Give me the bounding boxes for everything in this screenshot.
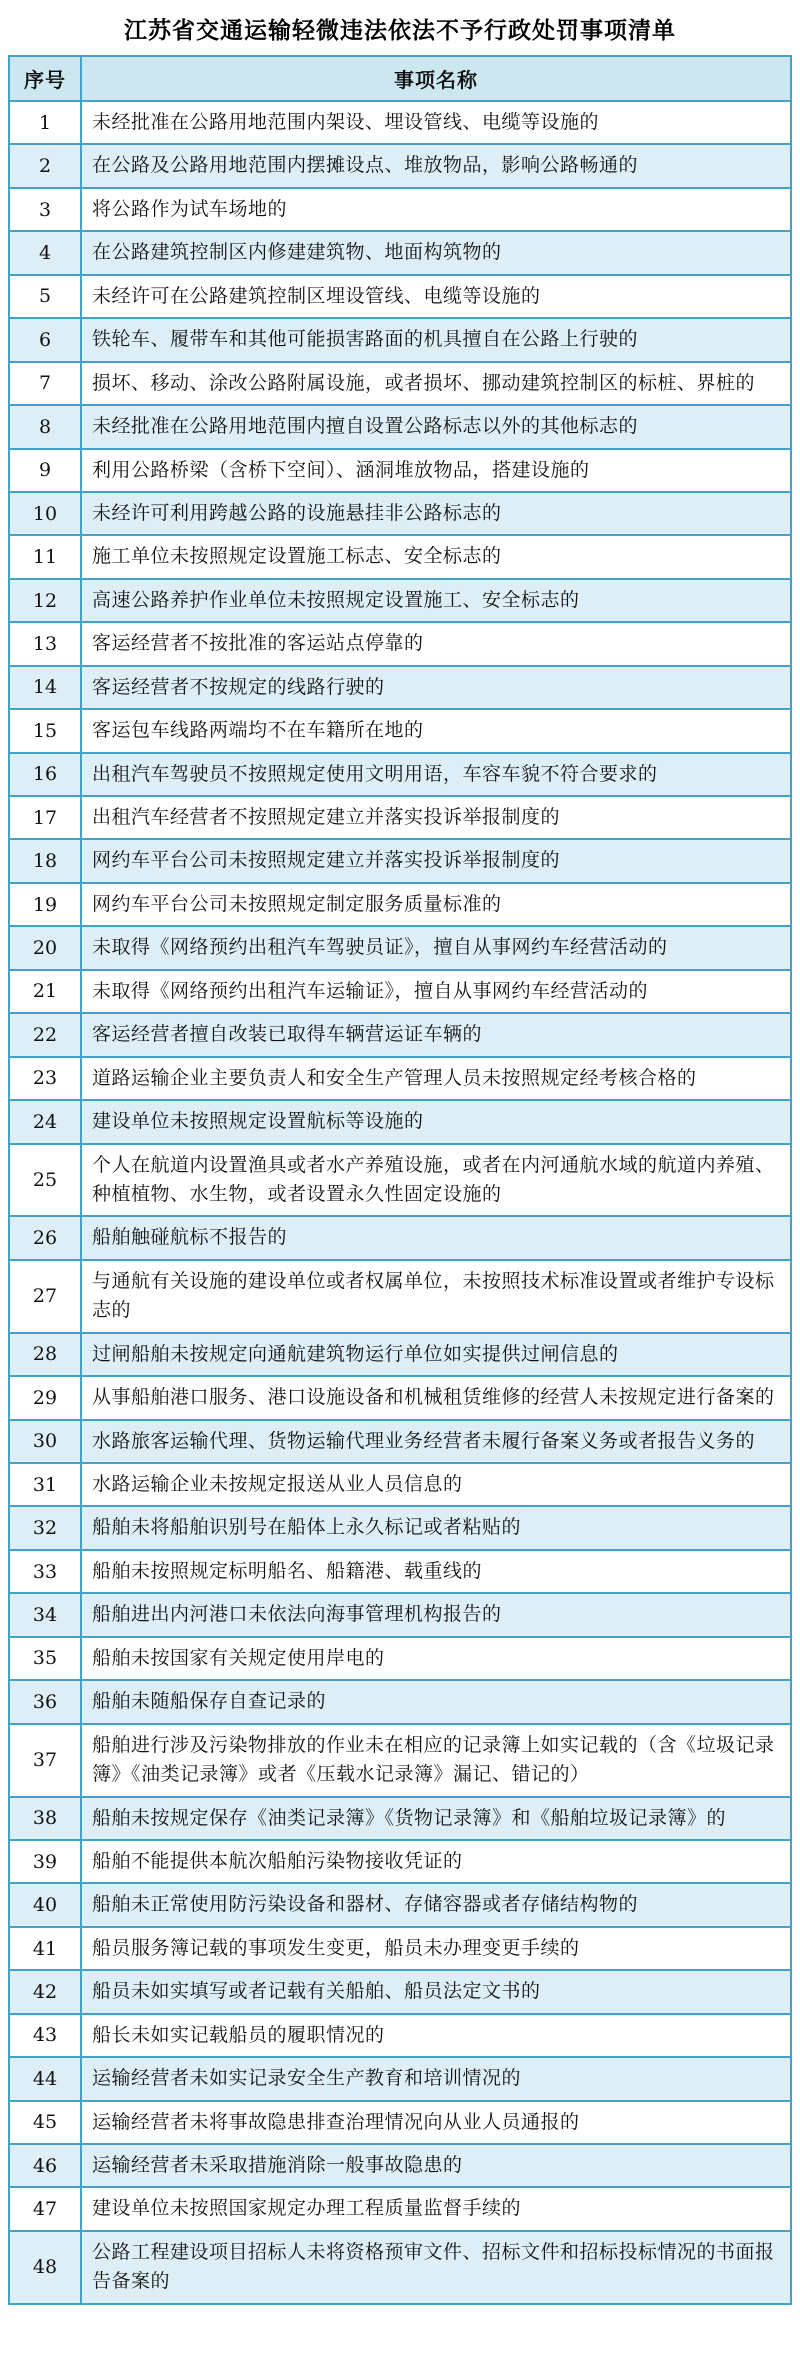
row-item-name: 船舶不能提供本航次船舶污染物接收凭证的 [81, 1840, 791, 1883]
page-title: 江苏省交通运输轻微违法依法不予行政处罚事项清单 [124, 17, 676, 44]
row-number: 20 [9, 926, 81, 969]
row-number: 27 [9, 1260, 81, 1333]
row-item-name: 船长未如实记载船员的履职情况的 [81, 2014, 791, 2057]
table-body [9, 101, 791, 2304]
row-number: 14 [9, 666, 81, 709]
row-item-name: 水路旅客运输代理、货物运输代理业务经营者未履行备案义务或者报告义务的 [81, 1420, 791, 1463]
row-number: 6 [9, 318, 81, 361]
table-row [9, 622, 791, 665]
column-header-serial-number: 序号 [9, 56, 81, 101]
table-header-row [9, 56, 791, 101]
table-row [9, 2101, 791, 2144]
table-row [9, 1680, 791, 1723]
row-item-name: 运输经营者未将事故隐患排查治理情况向从业人员通报的 [81, 2101, 791, 2144]
table-row [9, 535, 791, 578]
row-item-name: 公路工程建设项目招标人未将资格预审文件、招标文件和招标投标情况的书面报告备案的 [81, 2231, 791, 2304]
row-number: 5 [9, 275, 81, 318]
row-item-name: 出租汽车经营者不按照规定建立并落实投诉举报制度的 [81, 796, 791, 839]
row-number: 30 [9, 1420, 81, 1463]
items-table [8, 55, 792, 2305]
table-row [9, 188, 791, 231]
row-item-name: 船员服务簿记载的事项发生变更，船员未办理变更手续的 [81, 1927, 791, 1970]
row-number: 40 [9, 1883, 81, 1926]
table-row [9, 101, 791, 144]
row-item-name: 船舶未按照规定标明船名、船籍港、载重线的 [81, 1550, 791, 1593]
table-row [9, 1420, 791, 1463]
row-item-name: 船舶触碰航标不报告的 [81, 1216, 791, 1259]
row-item-name: 过闸船舶未按规定向通航建筑物运行单位如实提供过闸信息的 [81, 1333, 791, 1376]
table-row [9, 1216, 791, 1259]
row-number: 39 [9, 1840, 81, 1883]
row-number: 45 [9, 2101, 81, 2144]
table-row [9, 1883, 791, 1926]
table-row [9, 2231, 791, 2304]
row-number: 36 [9, 1680, 81, 1723]
row-item-name: 船舶未正常使用防污染设备和器材、存储容器或者存储结构物的 [81, 1883, 791, 1926]
row-number: 10 [9, 492, 81, 535]
row-item-name: 出租汽车驾驶员不按照规定使用文明用语，车容车貌不符合要求的 [81, 753, 791, 796]
row-number: 42 [9, 1970, 81, 2013]
row-number: 47 [9, 2187, 81, 2230]
table-row [9, 1593, 791, 1636]
table-row [9, 1927, 791, 1970]
table-row [9, 753, 791, 796]
table-row [9, 1260, 791, 1333]
table-row [9, 275, 791, 318]
row-number: 11 [9, 535, 81, 578]
table-row [9, 1013, 791, 1056]
row-number: 38 [9, 1797, 81, 1840]
row-number: 28 [9, 1333, 81, 1376]
table-row [9, 318, 791, 361]
table-row [9, 970, 791, 1013]
row-item-name: 网约车平台公司未按照规定建立并落实投诉举报制度的 [81, 839, 791, 882]
row-item-name: 船员未如实填写或者记载有关船舶、船员法定文书的 [81, 1970, 791, 2013]
row-item-name: 运输经营者未如实记录安全生产教育和培训情况的 [81, 2057, 791, 2100]
row-item-name: 道路运输企业主要负责人和安全生产管理人员未按照规定经考核合格的 [81, 1057, 791, 1100]
row-item-name: 网约车平台公司未按照规定制定服务质量标准的 [81, 883, 791, 926]
table-row [9, 796, 791, 839]
row-item-name: 客运经营者不按规定的线路行驶的 [81, 666, 791, 709]
row-number: 15 [9, 709, 81, 752]
row-number: 2 [9, 144, 81, 187]
row-number: 32 [9, 1506, 81, 1549]
row-item-name: 在公路及公路用地范围内摆摊设点、堆放物品，影响公路畅通的 [81, 144, 791, 187]
table-row [9, 709, 791, 752]
table-row [9, 2014, 791, 2057]
row-item-name: 建设单位未按照规定设置航标等设施的 [81, 1100, 791, 1143]
row-number: 34 [9, 1593, 81, 1636]
table-row [9, 1057, 791, 1100]
table-row [9, 1463, 791, 1506]
row-number: 25 [9, 1144, 81, 1217]
table-row [9, 2144, 791, 2187]
row-item-name: 运输经营者未采取措施消除一般事故隐患的 [81, 2144, 791, 2187]
table-row [9, 839, 791, 882]
row-item-name: 建设单位未按照国家规定办理工程质量监督手续的 [81, 2187, 791, 2230]
row-number: 17 [9, 796, 81, 839]
column-header-item-name: 事项名称 [81, 56, 791, 101]
table-row [9, 1333, 791, 1376]
row-item-name: 水路运输企业未按规定报送从业人员信息的 [81, 1463, 791, 1506]
table-row [9, 362, 791, 405]
row-number: 35 [9, 1637, 81, 1680]
table-row [9, 1637, 791, 1680]
row-number: 12 [9, 579, 81, 622]
table-row [9, 2057, 791, 2100]
row-number: 26 [9, 1216, 81, 1259]
row-number: 41 [9, 1927, 81, 1970]
row-number: 44 [9, 2057, 81, 2100]
table-row [9, 1550, 791, 1593]
table-row [9, 144, 791, 187]
table-row [9, 926, 791, 969]
row-item-name: 将公路作为试车场地的 [81, 188, 791, 231]
row-item-name: 未经批准在公路用地范围内架设、埋设管线、电缆等设施的 [81, 101, 791, 144]
row-item-name: 利用公路桥梁（含桥下空间）、涵洞堆放物品，搭建设施的 [81, 449, 791, 492]
row-item-name: 未经批准在公路用地范围内擅自设置公路标志以外的其他标志的 [81, 405, 791, 448]
row-number: 24 [9, 1100, 81, 1143]
row-item-name: 在公路建筑控制区内修建建筑物、地面构筑物的 [81, 231, 791, 274]
row-item-name: 损坏、移动、涂改公路附属设施，或者损坏、挪动建筑控制区的标桩、界桩的 [81, 362, 791, 405]
row-item-name: 施工单位未按照规定设置施工标志、安全标志的 [81, 535, 791, 578]
row-item-name: 船舶未随船保存自查记录的 [81, 1680, 791, 1723]
row-item-name: 未经许可利用跨越公路的设施悬挂非公路标志的 [81, 492, 791, 535]
row-item-name: 高速公路养护作业单位未按照规定设置施工、安全标志的 [81, 579, 791, 622]
row-item-name: 与通航有关设施的建设单位或者权属单位，未按照技术标准设置或者维护专设标志的 [81, 1260, 791, 1333]
row-item-name: 客运经营者不按批准的客运站点停靠的 [81, 622, 791, 665]
row-number: 9 [9, 449, 81, 492]
table-row [9, 405, 791, 448]
table-row [9, 1970, 791, 2013]
row-item-name: 从事船舶港口服务、港口设施设备和机械租赁维修的经营人未按规定进行备案的 [81, 1376, 791, 1419]
row-number: 8 [9, 405, 81, 448]
table-row [9, 2187, 791, 2230]
table-row [9, 666, 791, 709]
row-item-name: 铁轮车、履带车和其他可能损害路面的机具擅自在公路上行驶的 [81, 318, 791, 361]
row-number: 7 [9, 362, 81, 405]
row-item-name: 船舶未将船舶识别号在船体上永久标记或者粘贴的 [81, 1506, 791, 1549]
row-number: 43 [9, 2014, 81, 2057]
row-item-name: 客运经营者擅自改装已取得车辆营运证车辆的 [81, 1013, 791, 1056]
row-number: 4 [9, 231, 81, 274]
row-item-name: 船舶进出内河港口未依法向海事管理机构报告的 [81, 1593, 791, 1636]
row-number: 21 [9, 970, 81, 1013]
row-number: 29 [9, 1376, 81, 1419]
row-number: 22 [9, 1013, 81, 1056]
table-row [9, 1797, 791, 1840]
table-row [9, 1724, 791, 1797]
row-item-name: 未取得《网络预约出租汽车驾驶员证》，擅自从事网约车经营活动的 [81, 926, 791, 969]
table-row [9, 449, 791, 492]
table-row [9, 231, 791, 274]
table-row [9, 1144, 791, 1217]
row-number: 13 [9, 622, 81, 665]
table-row [9, 1376, 791, 1419]
row-number: 33 [9, 1550, 81, 1593]
row-item-name: 未取得《网络预约出租汽车运输证》，擅自从事网约车经营活动的 [81, 970, 791, 1013]
table-row [9, 492, 791, 535]
row-number: 1 [9, 101, 81, 144]
row-item-name: 船舶未按规定保存《油类记录簿》《货物记录簿》和《船舶垃圾记录簿》的 [81, 1797, 791, 1840]
row-number: 18 [9, 839, 81, 882]
table-row [9, 1100, 791, 1143]
table-row [9, 579, 791, 622]
row-item-name: 船舶未按国家有关规定使用岸电的 [81, 1637, 791, 1680]
row-item-name: 未经许可在公路建筑控制区埋设管线、电缆等设施的 [81, 275, 791, 318]
row-number: 23 [9, 1057, 81, 1100]
row-item-name: 个人在航道内设置渔具或者水产养殖设施，或者在内河通航水域的航道内养殖、种植植物、水生物，或者设置永久性固定设施的 [81, 1144, 791, 1217]
row-number: 3 [9, 188, 81, 231]
row-number: 16 [9, 753, 81, 796]
row-number: 48 [9, 2231, 81, 2304]
row-item-name: 客运包车线路两端均不在车籍所在地的 [81, 709, 791, 752]
row-item-name: 船舶进行涉及污染物排放的作业未在相应的记录簿上如实记载的（含《垃圾记录簿》《油类记录簿》或者《压载水记录簿》漏记、错记的） [81, 1724, 791, 1797]
table-row [9, 1506, 791, 1549]
row-number: 19 [9, 883, 81, 926]
table-row [9, 883, 791, 926]
row-number: 37 [9, 1724, 81, 1797]
table-row [9, 1840, 791, 1883]
row-number: 46 [9, 2144, 81, 2187]
row-number: 31 [9, 1463, 81, 1506]
